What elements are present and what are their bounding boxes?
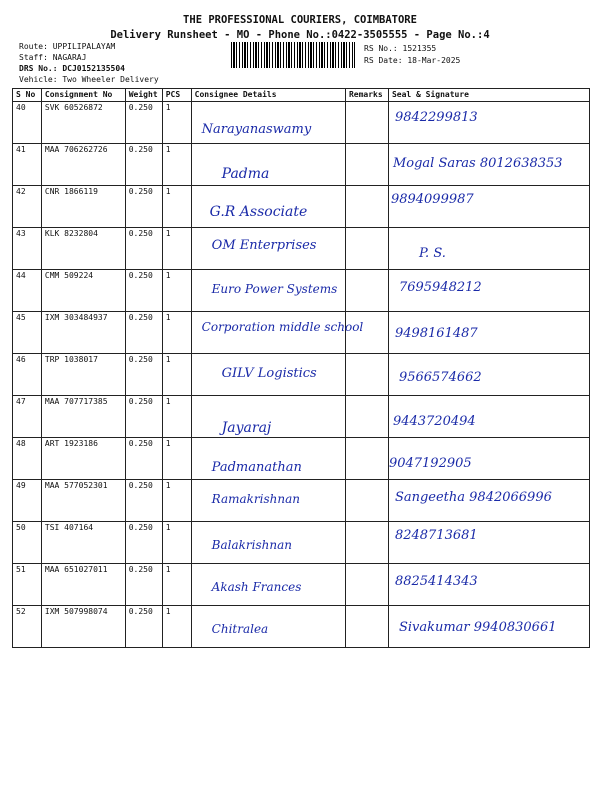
table-row bbox=[13, 102, 590, 144]
signature-handwriting: 9842299813 bbox=[394, 110, 478, 125]
row-consignment-no: KLK 8232804 bbox=[41, 228, 125, 270]
row-signature-cell bbox=[388, 606, 589, 648]
row-weight: 0.250 bbox=[125, 270, 162, 312]
table-row bbox=[13, 522, 590, 564]
row-remarks bbox=[345, 438, 388, 480]
consignee-handwriting: Narayanaswamy bbox=[201, 122, 312, 137]
row-sno: 45 bbox=[13, 312, 42, 354]
row-signature-cell bbox=[388, 270, 589, 312]
row-remarks bbox=[345, 228, 388, 270]
consignee-handwriting: Corporation middle school bbox=[201, 320, 364, 334]
row-remarks bbox=[345, 396, 388, 438]
consignee-handwriting: OM Enterprises bbox=[211, 238, 317, 253]
row-pcs: 1 bbox=[162, 228, 191, 270]
row-sno: 43 bbox=[13, 228, 42, 270]
consignee-handwriting: Padma bbox=[221, 166, 270, 182]
row-remarks bbox=[345, 102, 388, 144]
rs-number: RS No.: 1521355 bbox=[364, 44, 437, 53]
runsheet-subtitle: Delivery Runsheet - MO - Phone No.:0422-3505555 - Page No.:4 bbox=[110, 29, 490, 41]
table-row bbox=[13, 228, 590, 270]
row-pcs: 1 bbox=[162, 396, 191, 438]
table-row bbox=[13, 144, 590, 186]
row-consignee-cell bbox=[191, 144, 345, 186]
row-consignment-no: MAA 651027011 bbox=[41, 564, 125, 606]
row-consignment-no: MAA 577052301 bbox=[41, 480, 125, 522]
signature-handwriting: P. S. bbox=[418, 246, 446, 261]
signature-handwriting: 8825414343 bbox=[394, 574, 478, 589]
row-consignment-no: MAA 707717385 bbox=[41, 396, 125, 438]
consignee-handwriting: Jayaraj bbox=[221, 420, 272, 436]
row-pcs: 1 bbox=[162, 522, 191, 564]
row-pcs: 1 bbox=[162, 480, 191, 522]
vehicle-label: Vehicle: Two Wheeler Delivery bbox=[19, 75, 159, 84]
row-weight: 0.250 bbox=[125, 102, 162, 144]
row-signature-cell bbox=[388, 144, 589, 186]
col-header-consignee: Consignee Details bbox=[191, 89, 345, 102]
row-consignment-no: CNR 1866119 bbox=[41, 186, 125, 228]
table-row bbox=[13, 564, 590, 606]
row-sno: 46 bbox=[13, 354, 42, 396]
row-weight: 0.250 bbox=[125, 564, 162, 606]
row-weight: 0.250 bbox=[125, 144, 162, 186]
row-consignee-cell bbox=[191, 564, 345, 606]
row-signature-cell bbox=[388, 312, 589, 354]
table-row bbox=[13, 354, 590, 396]
row-consignment-no: TSI 407164 bbox=[41, 522, 125, 564]
col-header-sno: S No bbox=[13, 89, 42, 102]
row-signature-cell bbox=[388, 480, 589, 522]
delivery-table bbox=[12, 88, 590, 648]
row-sno: 41 bbox=[13, 144, 42, 186]
row-consignee-cell bbox=[191, 228, 345, 270]
row-sno: 48 bbox=[13, 438, 42, 480]
consignee-handwriting: Ramakrishnan bbox=[211, 492, 300, 506]
row-sno: 49 bbox=[13, 480, 42, 522]
row-weight: 0.250 bbox=[125, 438, 162, 480]
row-sno: 47 bbox=[13, 396, 42, 438]
row-consignee-cell bbox=[191, 396, 345, 438]
row-remarks bbox=[345, 522, 388, 564]
table-row bbox=[13, 480, 590, 522]
route-label: Route: UPPILIPALAYAM bbox=[19, 42, 116, 51]
row-weight: 0.250 bbox=[125, 186, 162, 228]
consignee-handwriting: Chitralea bbox=[211, 622, 269, 636]
consignee-handwriting: Balakrishnan bbox=[211, 538, 292, 552]
row-sno: 42 bbox=[13, 186, 42, 228]
row-pcs: 1 bbox=[162, 606, 191, 648]
row-consignment-no: IXM 507998074 bbox=[41, 606, 125, 648]
signature-handwriting: 9498161487 bbox=[394, 326, 478, 341]
table-row bbox=[13, 186, 590, 228]
row-consignee-cell bbox=[191, 438, 345, 480]
row-signature-cell bbox=[388, 228, 589, 270]
row-consignee-cell bbox=[191, 102, 345, 144]
company-title: THE PROFESSIONAL COURIERS, COIMBATORE bbox=[183, 14, 417, 26]
row-consignment-no: MAA 706262726 bbox=[41, 144, 125, 186]
table-row bbox=[13, 606, 590, 648]
row-remarks bbox=[345, 270, 388, 312]
row-sno: 52 bbox=[13, 606, 42, 648]
consignee-handwriting: Euro Power Systems bbox=[211, 282, 338, 296]
row-consignee-cell bbox=[191, 354, 345, 396]
row-weight: 0.250 bbox=[125, 312, 162, 354]
signature-handwriting: 9894099987 bbox=[390, 192, 474, 207]
row-pcs: 1 bbox=[162, 186, 191, 228]
col-header-remarks: Remarks bbox=[345, 89, 388, 102]
row-signature-cell bbox=[388, 186, 589, 228]
staff-label: Staff: NAGARAJ bbox=[19, 53, 87, 62]
table-row bbox=[13, 270, 590, 312]
consignee-handwriting: GILV Logistics bbox=[221, 366, 317, 381]
row-signature-cell bbox=[388, 102, 589, 144]
row-pcs: 1 bbox=[162, 312, 191, 354]
row-consignee-cell bbox=[191, 312, 364, 354]
row-pcs: 1 bbox=[162, 144, 191, 186]
table-row bbox=[13, 396, 590, 438]
signature-handwriting: Mogal Saras 8012638353 bbox=[392, 156, 563, 171]
row-signature-cell bbox=[388, 396, 589, 438]
row-consignee-cell bbox=[191, 606, 345, 648]
row-sno: 50 bbox=[13, 522, 42, 564]
row-signature-cell bbox=[388, 438, 589, 480]
signature-handwriting: Sivakumar 9940830661 bbox=[398, 620, 557, 635]
signature-handwriting: Sangeetha 9842066996 bbox=[394, 490, 552, 505]
row-remarks bbox=[345, 564, 388, 606]
signature-handwriting: 9566574662 bbox=[398, 370, 482, 385]
row-remarks bbox=[345, 186, 388, 228]
row-weight: 0.250 bbox=[125, 354, 162, 396]
row-sno: 44 bbox=[13, 270, 42, 312]
row-sno: 40 bbox=[13, 102, 42, 144]
row-consignee-cell bbox=[191, 480, 345, 522]
rs-date: RS Date: 18-Mar-2025 bbox=[364, 56, 461, 65]
row-sno: 51 bbox=[13, 564, 42, 606]
row-remarks bbox=[345, 480, 388, 522]
row-weight: 0.250 bbox=[125, 396, 162, 438]
row-consignment-no: SVK 60526872 bbox=[41, 102, 125, 144]
row-pcs: 1 bbox=[162, 438, 191, 480]
row-weight: 0.250 bbox=[125, 228, 162, 270]
row-weight: 0.250 bbox=[125, 606, 162, 648]
row-consignment-no: ART 1923186 bbox=[41, 438, 125, 480]
signature-handwriting: 9047192905 bbox=[388, 456, 472, 471]
col-header-pcs: PCS bbox=[162, 89, 191, 102]
row-signature-cell bbox=[388, 354, 589, 396]
row-signature-cell bbox=[388, 564, 589, 606]
row-remarks bbox=[345, 144, 388, 186]
col-header-consignment: Consignment No bbox=[41, 89, 125, 102]
row-consignee-cell bbox=[191, 522, 345, 564]
consignee-handwriting: Akash Frances bbox=[211, 580, 302, 594]
consignee-handwriting: Padmanathan bbox=[211, 460, 302, 475]
signature-handwriting: 9443720494 bbox=[392, 414, 476, 429]
row-consignment-no: CMM 509224 bbox=[41, 270, 125, 312]
row-pcs: 1 bbox=[162, 102, 191, 144]
row-consignee-cell bbox=[191, 186, 345, 228]
row-weight: 0.250 bbox=[125, 480, 162, 522]
row-consignment-no: IXM 303484937 bbox=[41, 312, 125, 354]
row-pcs: 1 bbox=[162, 354, 191, 396]
col-header-weight: Weight bbox=[125, 89, 162, 102]
table-row bbox=[13, 438, 590, 480]
row-pcs: 1 bbox=[162, 270, 191, 312]
row-remarks bbox=[345, 606, 388, 648]
row-remarks bbox=[345, 354, 388, 396]
consignee-handwriting: G.R Associate bbox=[209, 204, 308, 220]
row-consignee-cell bbox=[191, 270, 345, 312]
col-header-signature: Seal & Signature bbox=[388, 89, 589, 102]
table-row bbox=[13, 312, 590, 354]
table-header-row bbox=[13, 89, 590, 102]
signature-handwriting: 8248713681 bbox=[394, 528, 478, 543]
barcode-image bbox=[231, 42, 355, 68]
row-weight: 0.250 bbox=[125, 522, 162, 564]
row-pcs: 1 bbox=[162, 564, 191, 606]
row-signature-cell bbox=[388, 522, 589, 564]
row-consignment-no: TRP 1038017 bbox=[41, 354, 125, 396]
signature-handwriting: 7695948212 bbox=[398, 280, 482, 295]
drs-label: DRS No.: DCJ0152135504 bbox=[19, 64, 125, 73]
